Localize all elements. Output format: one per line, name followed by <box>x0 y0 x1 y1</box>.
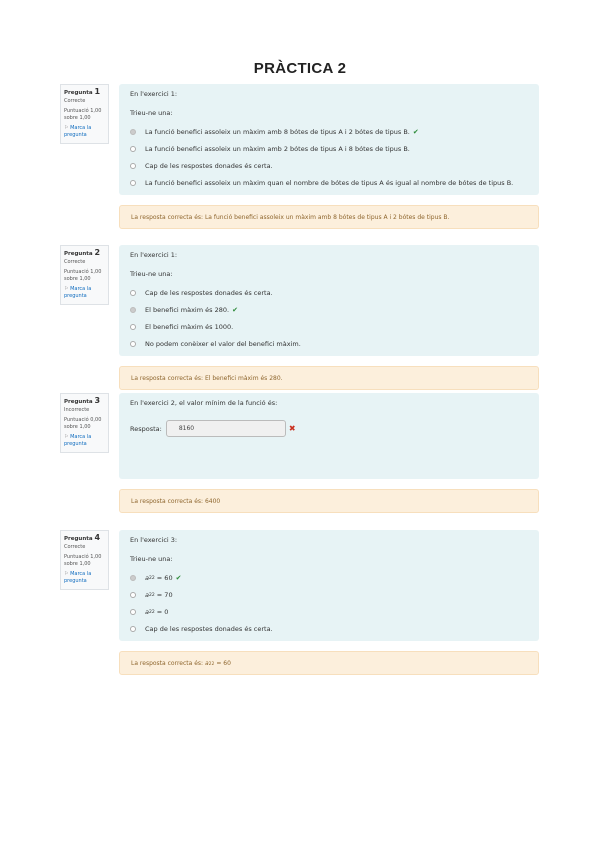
radio-button[interactable] <box>130 341 136 347</box>
answer-option[interactable]: El benefici màxim és 1000. <box>130 318 528 335</box>
question-info-2 <box>60 245 109 305</box>
question-info-4 <box>60 530 109 590</box>
question-formulation-3 <box>119 393 539 479</box>
correct-check-icon: ✔ <box>412 127 419 136</box>
answer-option[interactable]: La funció benefici assoleix un màxim quan el nombre de bótes de tipus A és igual al nombre de bótes de tipus B. <box>130 174 528 191</box>
answer-option[interactable]: No podem conèixer el valor del benefici màxim. <box>130 335 528 352</box>
question-state: Correcte <box>64 98 86 104</box>
flag-question-link[interactable]: ⚐ Marca la pregunta <box>64 571 92 584</box>
question-number: 2 <box>94 248 101 257</box>
radio-button[interactable] <box>130 626 136 632</box>
correct-check-icon: ✔ <box>175 573 182 582</box>
correct-answer-feedback-3: La resposta correcta és: 6400 <box>119 489 539 513</box>
question-state: Correcte <box>64 259 86 265</box>
answer-option[interactable]: a 22 = 70 <box>130 586 528 603</box>
flag-icon: ⚐ <box>64 125 69 131</box>
answer-row <box>130 420 528 437</box>
answer-input[interactable] <box>166 420 286 437</box>
question-info-1 <box>60 84 109 144</box>
answer-option[interactable]: a 22 = 0 <box>130 603 528 620</box>
question-grade: Puntuació 1,00 sobre 1,00 <box>64 108 102 121</box>
question-text: En l'exercici 3: <box>130 536 178 544</box>
answer-option[interactable]: Cap de les respostes donades és certa. <box>130 620 528 637</box>
question-number: 4 <box>94 533 101 542</box>
correct-answer-feedback-1: La resposta correcta és: La funció benefici assoleix un màxim amb 8 bótes de tipus A i 2 bótes de tipus B. <box>119 205 539 229</box>
radio-button[interactable] <box>130 324 136 330</box>
flag-icon: ⚐ <box>64 434 69 440</box>
page-title: PRÀCTICA 2 <box>253 60 347 77</box>
choose-one-prompt: Trieu-ne una: <box>130 270 173 278</box>
question-text: En l'exercici 2, el valor mínim de la funció és: <box>130 399 278 407</box>
answer-option[interactable]: Cap de les respostes donades és certa. <box>130 157 528 174</box>
question-number: 3 <box>94 396 101 405</box>
flag-question-link[interactable]: ⚐ Marca la pregunta <box>64 434 92 447</box>
radio-button[interactable] <box>130 146 136 152</box>
answer-option[interactable]: a 22 = 60 ✔ <box>130 569 528 586</box>
question-label: Pregunta 4 <box>64 533 101 542</box>
question-text: En l'exercici 1: <box>130 251 178 259</box>
radio-button[interactable] <box>130 609 136 615</box>
radio-button[interactable] <box>130 180 136 186</box>
radio-button-selected[interactable] <box>130 307 136 313</box>
question-info-3 <box>60 393 109 453</box>
question-number: 1 <box>94 87 101 96</box>
choose-one-prompt: Trieu-ne una: <box>130 109 173 117</box>
question-formulation-1 <box>119 84 539 195</box>
question-grade: Puntuació 1,00 sobre 1,00 <box>64 554 102 567</box>
correct-answer-feedback-2: La resposta correcta és: El benefici màxim és 280. <box>119 366 539 390</box>
question-grade: Puntuació 1,00 sobre 1,00 <box>64 269 102 282</box>
radio-button-selected[interactable] <box>130 575 136 581</box>
flag-question-link[interactable]: ⚐ Marca la pregunta <box>64 125 92 138</box>
choose-one-prompt: Trieu-ne una: <box>130 555 173 563</box>
answer-option[interactable]: Cap de les respostes donades és certa. <box>130 284 528 301</box>
flag-icon: ⚐ <box>64 571 69 577</box>
question-label: Pregunta 1 <box>64 87 101 96</box>
radio-button[interactable] <box>130 290 136 296</box>
question-state: Correcte <box>64 544 86 550</box>
radio-button[interactable] <box>130 592 136 598</box>
answer-label: Resposta: <box>130 424 162 433</box>
flag-question-link[interactable]: ⚐ Marca la pregunta <box>64 286 92 299</box>
correct-answer-feedback-4: La resposta correcta és: a 22 = 60 <box>119 651 539 675</box>
question-label: Pregunta 3 <box>64 396 101 405</box>
question-text: En l'exercici 1: <box>130 90 178 98</box>
question-grade: Puntuació 0,00 sobre 1,00 <box>64 417 102 430</box>
correct-check-icon: ✔ <box>232 305 238 314</box>
radio-button[interactable] <box>130 163 136 169</box>
answer-option[interactable]: La funció benefici assoleix un màxim amb 8 bótes de tipus A i 2 bótes de tipus B. ✔ <box>130 123 528 140</box>
answer-option[interactable]: El benefici màxim és 280. ✔ <box>130 301 528 318</box>
question-label: Pregunta 2 <box>64 248 101 257</box>
radio-button-selected[interactable] <box>130 129 136 135</box>
question-state: Incorrecte <box>64 407 90 413</box>
question-formulation-4 <box>119 530 539 641</box>
answer-option[interactable]: La funció benefici assoleix un màxim amb 2 bótes de tipus A i 8 bótes de tipus B. <box>130 140 528 157</box>
flag-icon: ⚐ <box>64 286 69 292</box>
question-formulation-2 <box>119 245 539 356</box>
incorrect-cross-icon: ✖ <box>288 424 296 433</box>
